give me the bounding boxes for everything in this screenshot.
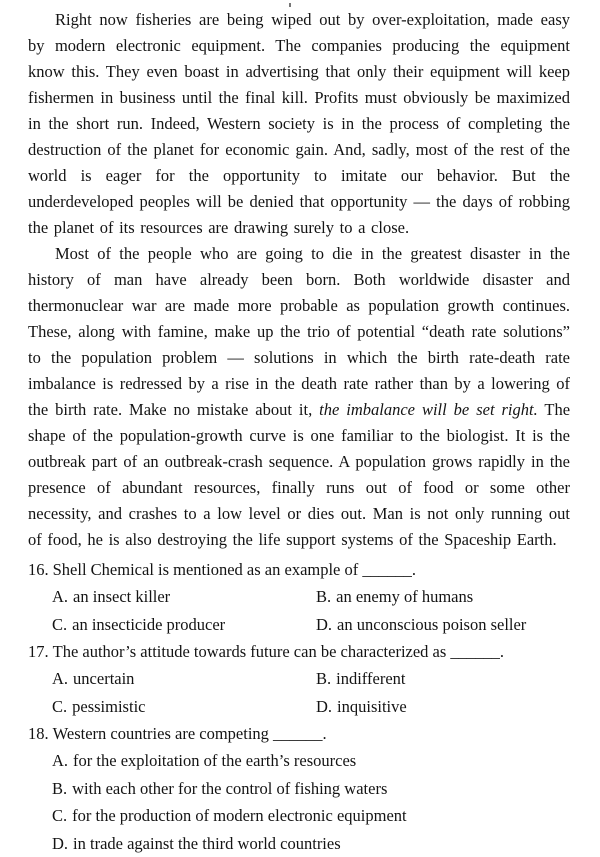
option-17-a-text: uncertain: [73, 669, 134, 688]
option-18-c: [52, 802, 570, 830]
option-16-d-label: D.: [316, 615, 337, 634]
question-18-text: Western countries are competing ______.: [53, 724, 327, 743]
option-16-d: [316, 611, 570, 639]
option-16-a-label: A.: [52, 587, 73, 606]
option-16-a-text: an insect killer: [73, 587, 170, 606]
question-17-options: [28, 665, 570, 720]
option-16-d-text: an unconscious poison seller: [337, 615, 526, 634]
option-17-a-label: A.: [52, 669, 73, 688]
option-18-b: [52, 775, 570, 803]
option-18-b-label: B.: [52, 779, 72, 798]
option-17-b: [316, 665, 570, 693]
question-16-options: [28, 583, 570, 638]
passage-paragraph-2: [28, 241, 570, 553]
passage-paragraph-2-lead: Most of the people who are going to die in the greatest disaster in the history of man have already been born. Both worldwide disaster and thermonuclear war are made more probable as population growth continues. These, along with famine, make up the trio of potential “death rate solutions” to the population problem — solutions in which the birth rate-death rate imbalance is redressed by a rise in the death rate rather than by a lowering of the birth rate. Make no mistake about it,: [28, 244, 570, 419]
option-18-c-label: C.: [52, 806, 72, 825]
question-17-stem: [28, 638, 570, 665]
option-18-b-text: with each other for the control of fishing waters: [72, 779, 387, 798]
option-17-c-text: pessimistic: [72, 697, 145, 716]
questions-section: [28, 556, 570, 857]
option-17-c: [52, 693, 316, 721]
option-17-d: [316, 693, 570, 721]
question-16-stem: [28, 556, 570, 583]
option-16-b-text: an enemy of humans: [336, 587, 473, 606]
question-17-text: The author’s attitude towards future can be characterized as ______.: [53, 642, 504, 661]
question-17-number: 17.: [28, 642, 53, 661]
option-18-a-text: for the exploitation of the earth’s resources: [73, 751, 356, 770]
scan-artifact-dot: [289, 3, 291, 7]
option-17-d-label: D.: [316, 697, 337, 716]
option-18-a: [52, 747, 570, 775]
question-16-number: 16.: [28, 560, 53, 579]
question-16-text: Shell Chemical is mentioned as an example of ______.: [53, 560, 416, 579]
question-17: [28, 638, 570, 720]
option-18-d-text: in trade against the third world countries: [73, 834, 341, 853]
question-18-options: [28, 747, 570, 857]
option-16-b: [316, 583, 570, 611]
passage-paragraph-2-tail: The shape of the population-growth curve is one familiar to the biologist. It is the outbreak part of an outbreak-crash sequence. A population grows rapidly in the presence of abundant resources, finally runs out of food or some other necessity, and crashes to a low level or dies out. Man is not only running out of food, he is also destroying the life support systems of the Spaceship Earth.: [28, 400, 570, 549]
question-16: [28, 556, 570, 638]
option-16-c-label: C.: [52, 615, 72, 634]
question-18-number: 18.: [28, 724, 53, 743]
option-17-a: [52, 665, 316, 693]
option-17-d-text: inquisitive: [337, 697, 407, 716]
option-18-d-label: D.: [52, 834, 73, 853]
option-16-c: [52, 611, 316, 639]
question-18: [28, 720, 570, 857]
option-17-b-label: B.: [316, 669, 336, 688]
option-18-d: [52, 830, 570, 857]
question-18-stem: [28, 720, 570, 747]
option-16-c-text: an insecticide producer: [72, 615, 225, 634]
option-17-c-label: C.: [52, 697, 72, 716]
option-18-a-label: A.: [52, 751, 73, 770]
option-16-a: [52, 583, 316, 611]
passage-paragraph-1: Right now fisheries are being wiped out by over-exploitation, made easy by modern electronic equipment. The companies producing the equipment know this. They even boast in advertising that only their equipment will keep fishermen in business until the final kill. Profits must obviously be maximized in the short run. Indeed, Western society is in the process of completing the destruction of the planet for economic gain. And, sadly, most of the rest of the world is eager for the opportunity to imitate our behavior. But the underdeveloped peoples will be denied that opportunity — the days of robbing the planet of its resources are drawing surely to a close.: [28, 7, 570, 241]
option-16-b-label: B.: [316, 587, 336, 606]
passage-italic-phrase: the imbalance will be set right.: [319, 400, 538, 419]
option-18-c-text: for the production of modern electronic equipment: [72, 806, 406, 825]
option-17-b-text: indifferent: [336, 669, 405, 688]
